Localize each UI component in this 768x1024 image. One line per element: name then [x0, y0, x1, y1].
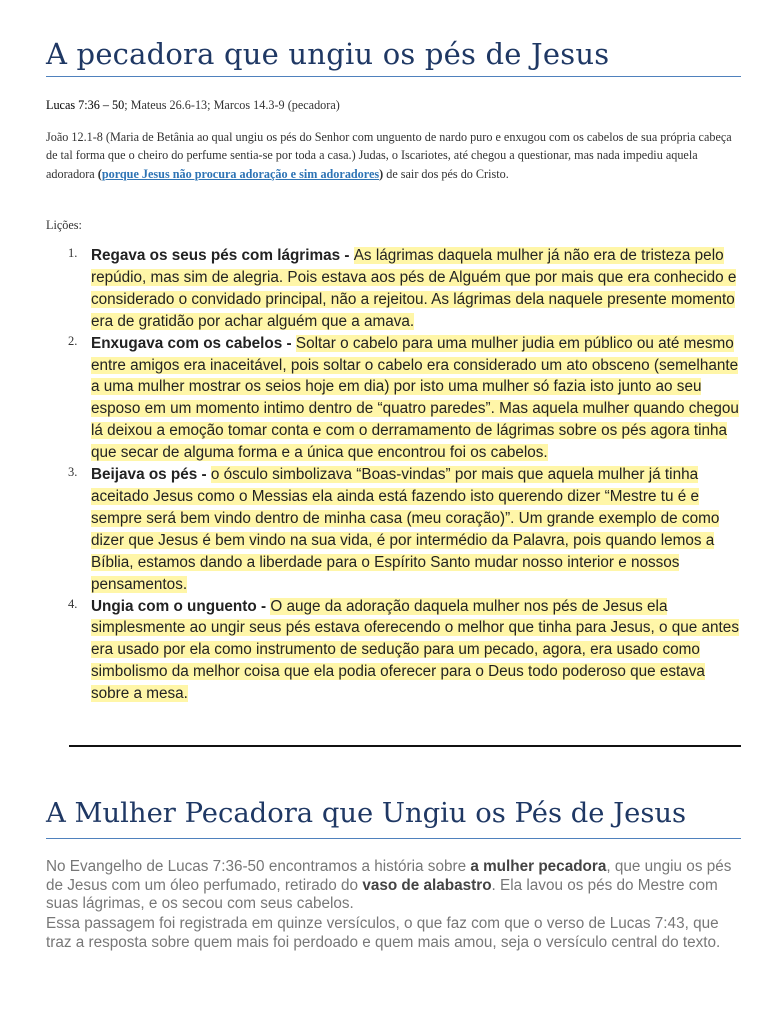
adoradores-link[interactable]: porque Jesus não procura adoração e sim adoradores [101, 166, 380, 181]
section2-paragraph-1 [46, 858, 746, 914]
lesson-number: 1. [68, 246, 78, 260]
licoes-label: Lições: [46, 218, 82, 232]
paren-close: ) [379, 166, 384, 181]
lesson-highlighted-text: O auge da adoração daquela mulher nos pés de Jesus ela simplesmente ao ungir seus pés estava oferecendo o melhor que tinha para Jesus, o que antes era usado por ela como instrumento de sedução para um pecado, agora, era usado como simbolismo da melhor coisa que ela podia oferecer para o Deus todo poderoso que estava sobre a mesa. [91, 597, 739, 703]
lesson-item [0, 245, 768, 333]
lesson-item [0, 333, 768, 464]
lucas-reference: Lucas 7:36 – 50 [46, 98, 125, 112]
joao-paragraph [46, 128, 744, 183]
section2-paragraph-2: Essa passagem foi registrada em quinze versículos, o que faz com que o verso de Lucas 7:43, que traz a resposta sobre quem mais foi perdoado e quem mais amou, seja o versículo central do texto. [46, 915, 721, 951]
lesson-body [91, 333, 743, 464]
p1-text-c: , que ungiu os pés de Jesus com um óleo perfumado, retirado do [46, 858, 732, 894]
lesson-number: 2. [68, 333, 78, 348]
lesson-label: Ungia com o unguento - [91, 597, 271, 615]
lesson-highlighted-text: Soltar o cabelo para uma mulher judia em público ou até mesmo entre amigos era inaceitável, pois soltar o cabelo era considerado um ato obsceno (semelhante a uma mulher mostrar os seios hoje em dia) por isto uma mulher só fazia isto junto ao seu esposo em um momento intimo dentro de “quatro paredes”. Mas aquela mulher quando chegou lá deixou a emoção tomar conta e com o derramamento de lágrimas sobre os pés agora tinha que secar de alguma forma e a única que encontrou foi os cabelos. [91, 334, 739, 462]
lesson-label: Regava os seus pés com lágrimas - [91, 247, 354, 264]
lesson-number: 4. [68, 596, 78, 611]
lessons-list [0, 245, 768, 705]
joao-text-end: de sair dos pés do Cristo. [383, 166, 509, 181]
lesson-item [0, 464, 768, 595]
p1-bold-mulher-pecadora: a mulher pecadora [470, 858, 607, 875]
p1-bold-vaso-de-alabastro: vaso de alabastro [362, 876, 492, 894]
section1-title-rule [46, 76, 741, 77]
lesson-label: Enxugava com os cabelos - [91, 334, 296, 352]
lesson-number: 3. [68, 465, 78, 480]
lesson-highlighted-text: o ósculo simbolizava “Boas-vindas” por mais que aquela mulher já tinha aceitado Jesus como o Messias ela ainda está fazendo isto querendo dizer “Mestre tu é e sempre será bem vindo dentro de minha casa (meu coração)”. Um grande exemplo de como dizer que Jesus é bem vindo na sua vida, é por intermédio da Palavra, pois quando lemos a Bíblia, estamos dando a liberdade para o Espírito Santo mudar nosso interior e nossos pensamentos. [91, 466, 720, 593]
section2-title: A Mulher Pecadora que Ungiu os Pés de Jesus [46, 798, 687, 829]
lesson-label: Beijava os pés - [91, 466, 211, 484]
section1-title: A pecadora que ungiu os pés de Jesus [46, 37, 610, 71]
lesson-highlighted-text: As lágrimas daquela mulher já não era de tristeza pelo repúdio, mas sim de alegria. Pois estava aos pés de Alguém que por mais que era conhecido e considerado o convidado principal, não a rejeitou. As lágrimas dela naquele presente momento era de gratidão por achar alguém que a amava. [91, 247, 737, 330]
lesson-body [91, 245, 743, 333]
p1-text-e: . Ela lavou os pés do Mestre com suas lágrimas, e os secou com seus cabelos. [46, 876, 718, 913]
paren-open: ( [97, 166, 102, 181]
scripture-references [46, 96, 744, 114]
p1-text-a: No Evangelho de Lucas 7:36-50 encontramos a história sobre [46, 858, 471, 875]
joao-text: João 12.1-8 (Maria de Betânia ao qual ungiu os pés do Senhor com unguento de nardo puro e enxugou com os cabelos de sua própria cabeça de tal forma que o cheiro do perfume sentia-se por toda a casa.) Judas, o Iscariotes, até chegou a questionar, mas nada impediu aquela adoradora [46, 130, 732, 181]
lesson-body [91, 464, 743, 595]
lesson-body [91, 596, 743, 706]
section-divider [69, 745, 741, 747]
lesson-item [0, 596, 768, 706]
section2-title-rule [46, 838, 741, 839]
other-references: ; Mateus 26.6-13; Marcos 14.3-9 (pecadora) [124, 98, 340, 112]
